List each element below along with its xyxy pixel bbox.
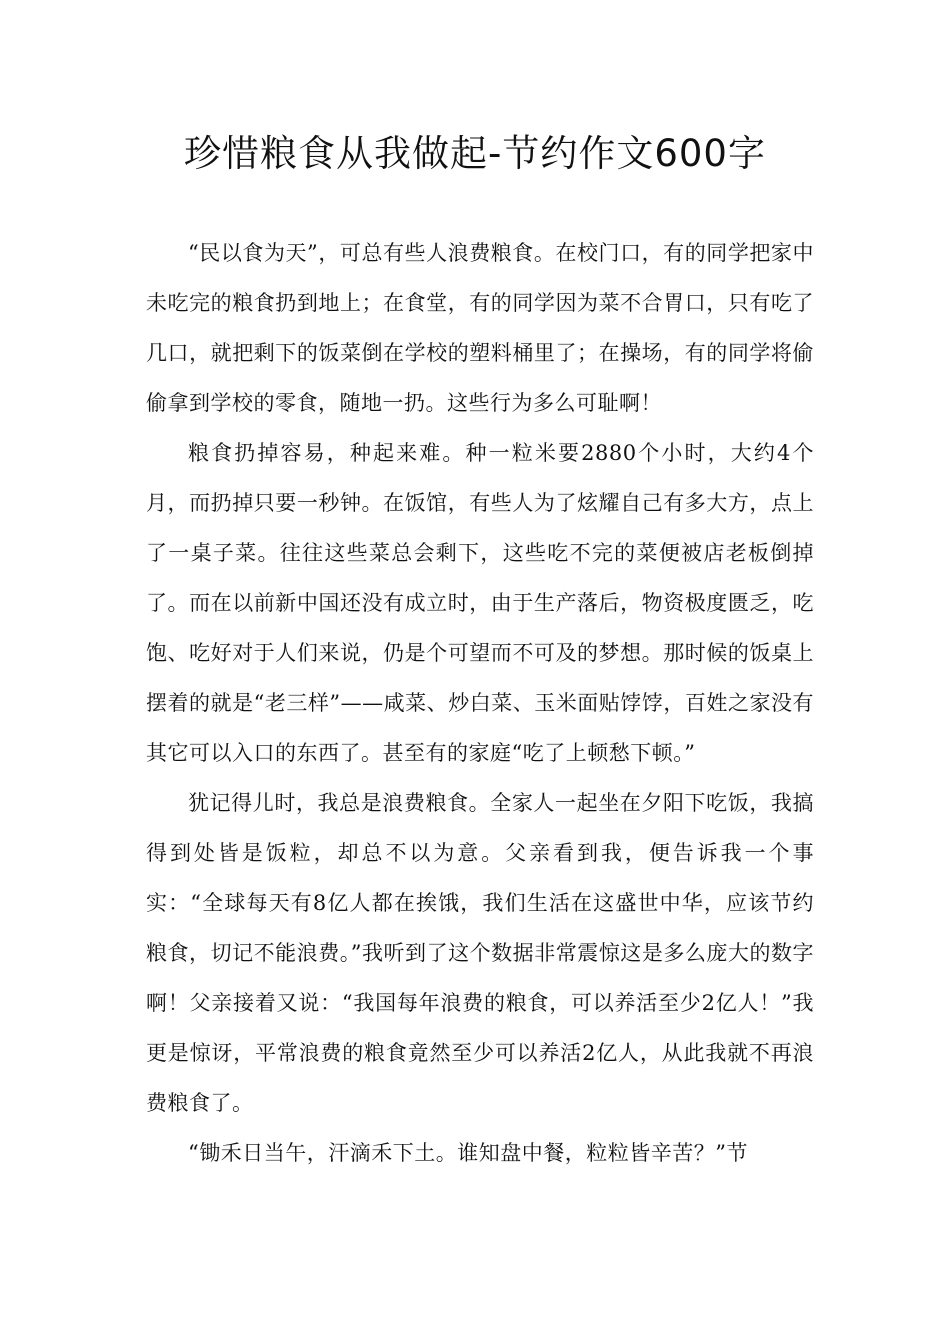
paragraph: 犹记得儿时，我总是浪费粮食。全家人一起坐在夕阳下吃饭，我搞得到处皆是饭粒，却总不以为意。父亲看到我，便告诉我一个事实：“全球每天有8亿人都在挨饿，我们生活在这盛世中华，应该节约粮食，切记不能浪费。”我听到了这个数据非常震惊这是多么庞大的数字啊！父亲接着又说：“我国每年浪费的粮食，可以养活至少2亿人！”我更是惊讶，平常浪费的粮食竟然至少可以养活2亿人，从此我就不再浪费粮食了。 <box>146 791 814 1115</box>
paragraph: “民以食为天”，可总有些人浪费粮食。在校门口，有的同学把家中未吃完的粮食扔到地上；在食堂，有的同学因为菜不合胃口，只有吃了几口，就把剩下的饭菜倒在学校的塑料桶里了；在操场，有的同学将偷偷拿到学校的零食，随地一扔。这些行为多么可耻啊！ <box>146 241 814 415</box>
paragraph: 粮食扔掉容易，种起来难。种一粒米要2880个小时，大约4个月，而扔掉只要一秒钟。在饭馆，有些人为了炫耀自己有多大方，点上了一桌子菜。往往这些菜总会剩下，这些吃不完的菜便被店老板倒掉了。而在以前新中国还没有成立时，由于生产落后，物资极度匮乏，吃饱、吃好对于人们来说，仍是个可望而不可及的梦想。那时候的饭桌上摆着的就是“老三样”——咸菜、炒白菜、玉米面贴饽饽，百姓之家没有其它可以入口的东西了。甚至有的家庭“吃了上顿愁下顿。” <box>146 441 814 765</box>
paragraph: “锄禾日当午，汗滴禾下土。谁知盘中餐，粒粒皆辛苦？”节 <box>188 1141 748 1165</box>
document-title: 珍惜粮食从我做起-节约作文600字 <box>184 132 766 175</box>
document-body <box>146 228 814 1178</box>
